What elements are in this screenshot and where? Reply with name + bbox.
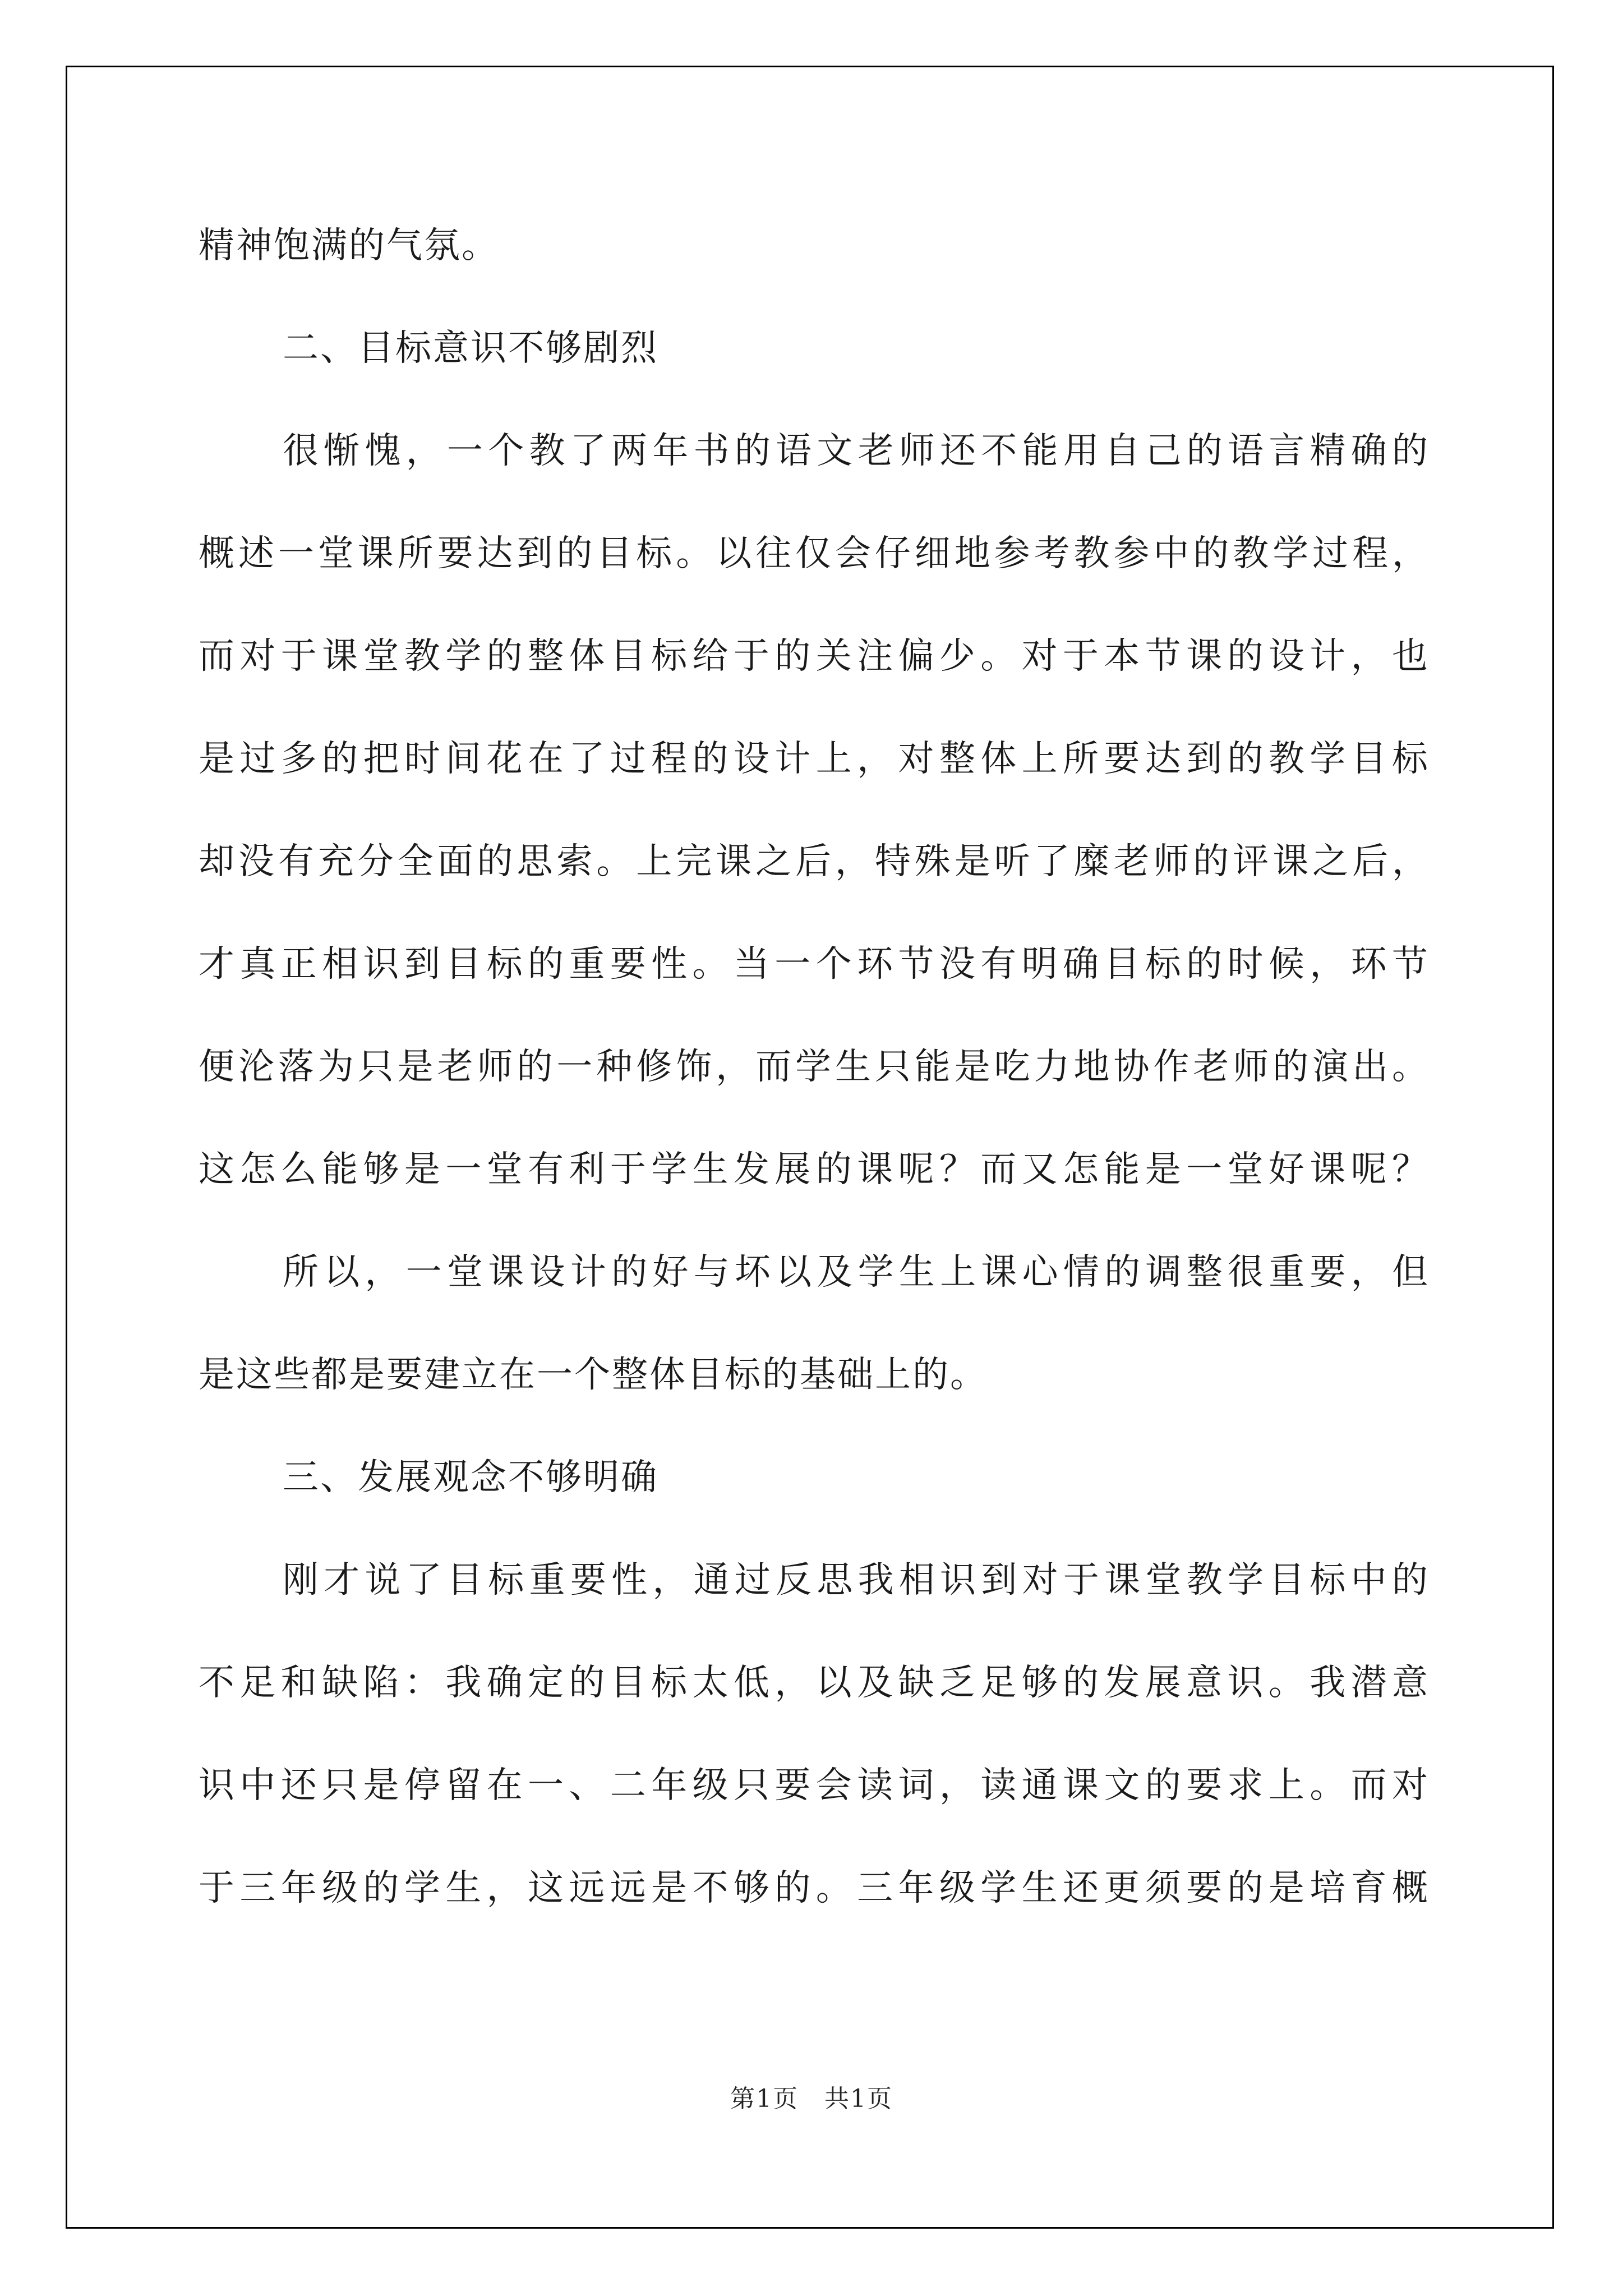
text-line: 很惭愧，一个教了两年书的语文老师还不能用自己的语言精确的 [283,430,1430,472]
text-line: 才真正相识到目标的重要性。当一个环节没有明确目标的时候，环节 [199,944,1430,985]
text-line: 不足和缺陷：我确定的目标太低，以及缺乏足够的发展意识。我潜意 [199,1662,1430,1704]
text-line: 而对于课堂教学的整体目标给于的关注偏少。对于本节课的设计，也 [199,636,1430,677]
text-line: 这怎么能够是一堂有利于学生发展的课呢？而又怎能是一堂好课呢？ [199,1149,1430,1190]
section-heading: 三、发展观念不够明确 [283,1457,658,1498]
text-line: 便沦落为只是老师的一种修饰，而学生只能是吃力地协作老师的演出。 [199,1046,1430,1088]
text-line: 却没有充分全面的思索。上完课之后，特殊是听了糜老师的评课之后， [199,841,1430,882]
text-line: 概述一堂课所要达到的目标。以往仅会仔细地参考教参中的教学过程， [199,533,1430,574]
text-line: 是这些都是要建立在一个整体目标的基础上的。 [199,1354,988,1396]
text-line: 识中还只是停留在一、二年级只要会读词，读通课文的要求上。而对 [199,1765,1430,1806]
text-line: 所以，一堂课设计的好与坏以及学生上课心情的调整很重要，但 [283,1251,1430,1293]
text-line: 刚才说了目标重要性，通过反思我相识到对于课堂教学目标中的 [283,1559,1430,1601]
page-number-footer: 第1页 共1页 [730,2085,893,2113]
section-heading: 二、目标意识不够剧烈 [283,328,658,369]
text-line: 精神饱满的气氛。 [199,225,499,266]
document-body [199,212,1430,1957]
text-line: 是过多的把时间花在了过程的设计上，对整体上所要达到的教学目标 [199,738,1430,780]
text-line: 于三年级的学生，这远远是不够的。三年级学生还更须要的是培育概 [199,1867,1430,1909]
